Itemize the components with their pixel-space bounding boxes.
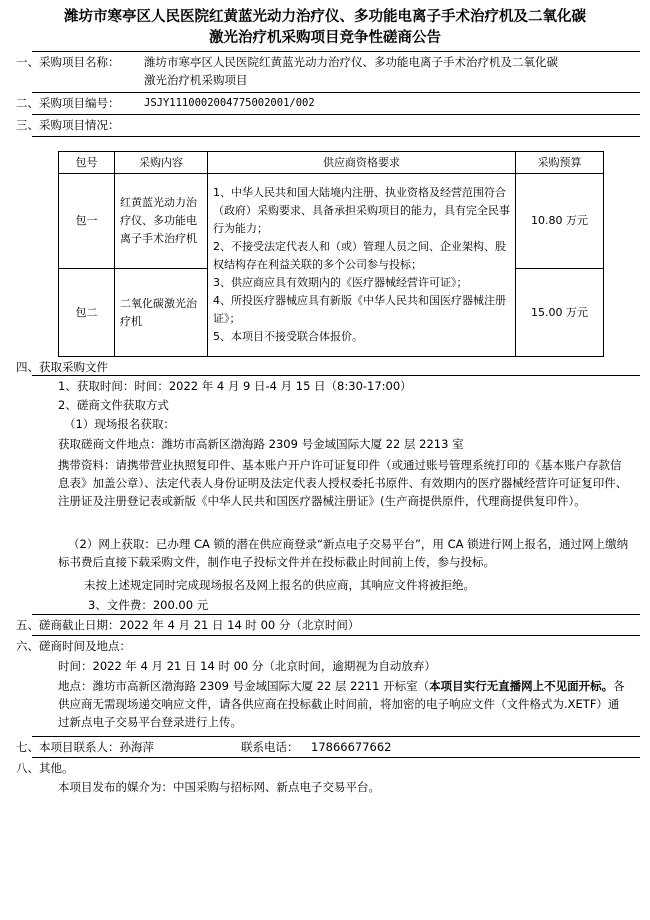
header-requirements: 供应商资格要求 <box>208 152 516 174</box>
acquisition-address: 获取磋商文件地点：潍坊市高新区渤海路 2309 号金域国际大厦 22 层 2213 室 <box>58 437 464 451</box>
section-6-label: 六、磋商时间及地点： <box>16 639 131 653</box>
procurement-table <box>58 151 604 357</box>
supplier-requirements <box>208 174 516 357</box>
requirement-item: 2、不接受法定代表人和（或）管理人员之间、企业架构、股权结构存在利益关联的多个公司参与投标； <box>213 240 506 271</box>
contact-phone: 17866677662 <box>311 740 392 754</box>
section-3-label: 三、采购项目情况： <box>16 118 120 132</box>
project-number: JSJY1110002004775002001/002 <box>144 97 315 109</box>
publication-media: 本项目发布的媒介为：中国采购与招标网、新点电子交易平台。 <box>58 780 380 794</box>
acquisition-time: 1、获取时间：时间：2022 年 4 月 9 日-4 月 15 日（8:30-17:00） <box>58 379 412 393</box>
section-8-label: 八、其他。 <box>16 761 74 775</box>
requirement-item: 5、本项目不接受联合体报价。 <box>213 330 363 343</box>
package-budget: 15.00 万元 <box>516 269 604 357</box>
opening-time: 时间：2022 年 4 月 21 日 14 时 00 分（北京时间，逾期视为自动放弃） <box>58 659 436 673</box>
header-content: 采购内容 <box>115 152 208 174</box>
requirement-item: 1、中华人民共和国大陆境内注册、执业资格及经营范围符合（政府）采购要求、具备承担采购项目的能力，具有完全民事行为能力； <box>213 186 510 235</box>
rejection-notice: 未按上述规定同时完成现场报名及网上报名的供应商，其响应文件将被拒绝。 <box>84 578 475 592</box>
section-4-label: 四、获取采购文件 <box>16 360 108 374</box>
divider <box>32 136 640 137</box>
section-7-contact: 七、本项目联系人：孙海萍 <box>16 740 154 754</box>
page-title <box>14 7 636 49</box>
requirement-item: 3、供应商应具有效期内的《医疗器械经营许可证》； <box>213 276 468 289</box>
title-line-1: 潍坊市寒亭区人民医院红黄蓝光动力治疗仪、多功能电离子手术治疗机及二氧化碳 <box>64 9 586 25</box>
onsite-registration: （1）现场报名获取： <box>64 417 175 431</box>
divider <box>32 51 640 52</box>
divider <box>32 757 640 758</box>
online-registration: （2）网上获取：已办理 CA 锁的潜在供应商登录“新点电子交易平台”，用 CA 锁进行网上报名，通过网上缴纳标书费后直接下载采购文件，制作电子投标文件并在投标截止时间前上传，参与投标。 <box>58 537 629 569</box>
divider <box>32 614 640 615</box>
divider <box>32 635 640 636</box>
project-name-line-2: 激光治疗机采购项目 <box>144 73 248 87</box>
divider <box>32 375 640 376</box>
table-header-row <box>59 152 604 174</box>
contact-phone-label: 联系电话： <box>241 740 299 754</box>
opening-place <box>58 677 630 731</box>
required-materials: 携带资料：请携带营业执照复印件、基本账户开户许可证复印件（或通过账号管理系统打印的《基本账户存款信息表》加盖公章）、法定代表人身份证明及法定代表人授权委托书原件、有效期内的医疗器械经营许可证复印件、注册证及注册登记表或新版《中华人民共和国医疗器械注册证》(生产商提供原件，代理商提供复印件）。 <box>58 458 628 508</box>
title-line-2: 激光治疗机采购项目竞争性磋商公告 <box>209 30 441 46</box>
divider <box>32 114 640 115</box>
divider <box>32 92 640 93</box>
document-fee: 3、文件费：200.00 元 <box>88 598 209 612</box>
project-name-line-1: 潍坊市寒亭区人民医院红黄蓝光动力治疗仪、多功能电离子手术治疗机及二氧化碳 <box>144 55 558 69</box>
package-id: 包二 <box>59 269 115 357</box>
section-2-label: 二、采购项目编号： <box>16 96 120 110</box>
acquisition-method: 2、磋商文件获取方式 <box>58 398 169 412</box>
package-budget: 10.80 万元 <box>516 174 604 269</box>
section-5-deadline: 五、磋商截止日期：2022 年 4 月 21 日 14 时 00 分（北京时间） <box>16 618 360 632</box>
opening-notice-bold: 本项目实行无直播网上不见面开标。 <box>429 679 614 693</box>
opening-instructions: 各供应商无需现场递交响应文件，请各供应商在投标截止时间前，将加密的电子响应文件（文件格式为.XETF）通过新点电子交易平台登录进行上传。 <box>58 679 625 729</box>
opening-place-text: 地点：潍坊市高新区渤海路 2309 号金域国际大厦 22 层 2211 开标室（ <box>58 679 430 693</box>
header-package: 包号 <box>59 152 115 174</box>
divider <box>32 736 640 737</box>
table-row <box>59 174 604 269</box>
package-id: 包一 <box>59 174 115 269</box>
requirement-item: 4、所投医疗器械应具有新版《中华人民共和国医疗器械注册证》； <box>213 294 506 325</box>
package-content: 二氧化碳激光治疗机 <box>115 269 208 357</box>
section-1-label: 一、采购项目名称： <box>16 55 120 69</box>
package-content: 红黄蓝光动力治疗仪、多功能电离子手术治疗机 <box>115 174 208 269</box>
header-budget: 采购预算 <box>516 152 604 174</box>
